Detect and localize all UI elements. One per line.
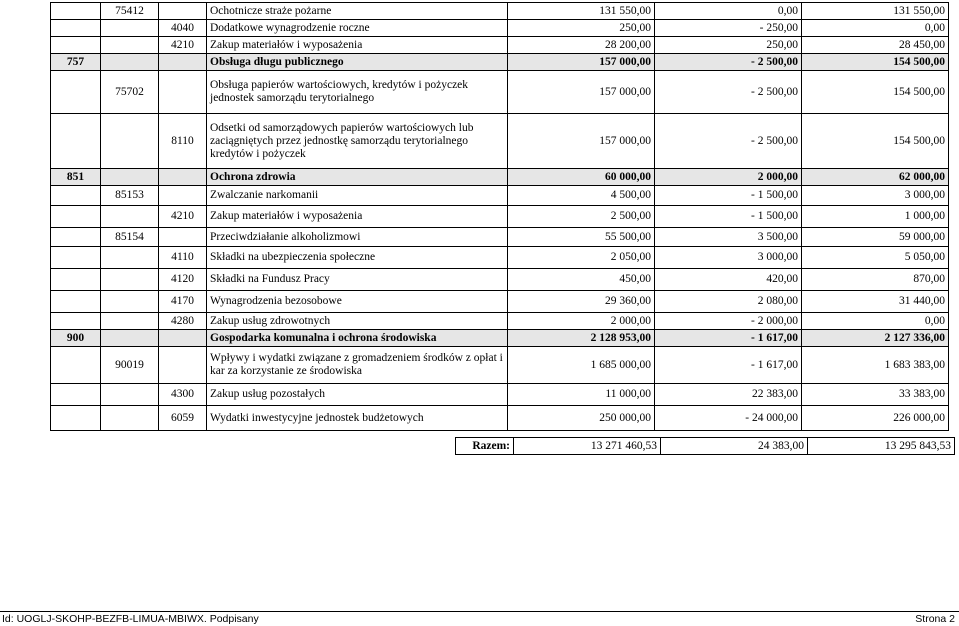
table-row <box>51 228 949 247</box>
plan-value: 4 500,00 <box>508 186 655 206</box>
plan-value: 2 050,00 <box>508 247 655 269</box>
chapter-code <box>101 291 159 313</box>
table-row <box>51 247 949 269</box>
table-row <box>51 347 949 384</box>
change-value: 0,00 <box>655 3 802 20</box>
chapter-code: 90019 <box>101 347 159 384</box>
paragraph-code <box>159 3 207 20</box>
section-code <box>51 269 101 291</box>
change-value: 250,00 <box>655 37 802 54</box>
section-code <box>51 20 101 37</box>
item-name: Zakup usług zdrowotnych <box>207 313 508 330</box>
change-value: 3 500,00 <box>655 228 802 247</box>
paragraph-code <box>159 54 207 71</box>
change-value: - 24 000,00 <box>655 406 802 431</box>
paragraph-code: 4120 <box>159 269 207 291</box>
change-value: 2 080,00 <box>655 291 802 313</box>
plan-value: 11 000,00 <box>508 384 655 406</box>
chapter-code <box>101 206 159 228</box>
chapter-code <box>101 330 159 347</box>
table-row <box>51 384 949 406</box>
item-name: Zakup materiałów i wyposażenia <box>207 37 508 54</box>
change-value: - 1 500,00 <box>655 206 802 228</box>
item-name: Przeciwdziałanie alkoholizmowi <box>207 228 508 247</box>
after-change-value: 28 450,00 <box>802 37 949 54</box>
section-code: 757 <box>51 54 101 71</box>
section-code <box>51 406 101 431</box>
change-value: - 1 500,00 <box>655 186 802 206</box>
change-value: - 1 617,00 <box>655 347 802 384</box>
item-name: Składki na Fundusz Pracy <box>207 269 508 291</box>
item-name: Zakup usług pozostałych <box>207 384 508 406</box>
after-change-value: 154 500,00 <box>802 54 949 71</box>
plan-value: 131 550,00 <box>508 3 655 20</box>
item-name: Wynagrodzenia bezosobowe <box>207 291 508 313</box>
chapter-code: 85153 <box>101 186 159 206</box>
chapter-code <box>101 114 159 169</box>
change-value: - 2 000,00 <box>655 313 802 330</box>
paragraph-code: 4210 <box>159 37 207 54</box>
section-code <box>51 206 101 228</box>
chapter-code <box>101 20 159 37</box>
after-change-value: 154 500,00 <box>802 114 949 169</box>
after-change-value: 31 440,00 <box>802 291 949 313</box>
paragraph-code: 8110 <box>159 114 207 169</box>
item-name: Ochrona zdrowia <box>207 169 508 186</box>
section-code <box>51 247 101 269</box>
plan-value: 1 685 000,00 <box>508 347 655 384</box>
after-change-value: 3 000,00 <box>802 186 949 206</box>
section-row <box>51 54 949 71</box>
section-code <box>51 384 101 406</box>
plan-value: 2 500,00 <box>508 206 655 228</box>
section-code: 851 <box>51 169 101 186</box>
item-name: Gospodarka komunalna i ochrona środowiska <box>207 330 508 347</box>
plan-value: 450,00 <box>508 269 655 291</box>
chapter-code <box>101 269 159 291</box>
table-row <box>51 291 949 313</box>
chapter-code <box>101 37 159 54</box>
paragraph-code: 4110 <box>159 247 207 269</box>
plan-value: 157 000,00 <box>508 114 655 169</box>
total-change: 24 383,00 <box>661 438 808 455</box>
table-row <box>51 37 949 54</box>
after-change-value: 0,00 <box>802 313 949 330</box>
after-change-value: 0,00 <box>802 20 949 37</box>
paragraph-code: 4300 <box>159 384 207 406</box>
paragraph-code: 4280 <box>159 313 207 330</box>
change-value: 22 383,00 <box>655 384 802 406</box>
chapter-code <box>101 54 159 71</box>
plan-value: 55 500,00 <box>508 228 655 247</box>
section-code: 900 <box>51 330 101 347</box>
section-code <box>51 71 101 114</box>
item-name: Wydatki inwestycyjne jednostek budżetowych <box>207 406 508 431</box>
total-label: Razem: <box>456 438 514 455</box>
chapter-code <box>101 406 159 431</box>
section-row <box>51 330 949 347</box>
plan-value: 250 000,00 <box>508 406 655 431</box>
after-change-value: 1 000,00 <box>802 206 949 228</box>
item-name: Obsługa papierów wartościowych, kredytów i pożyczek jednostek samorządu terytorialnego <box>207 71 508 114</box>
table-row <box>51 406 949 431</box>
paragraph-code <box>159 169 207 186</box>
item-name: Ochotnicze straże pożarne <box>207 3 508 20</box>
change-value: - 250,00 <box>655 20 802 37</box>
item-name: Zakup materiałów i wyposażenia <box>207 206 508 228</box>
change-value: - 2 500,00 <box>655 54 802 71</box>
table-row <box>51 3 949 20</box>
after-change-value: 33 383,00 <box>802 384 949 406</box>
paragraph-code <box>159 330 207 347</box>
item-name: Obsługa długu publicznego <box>207 54 508 71</box>
after-change-value: 59 000,00 <box>802 228 949 247</box>
chapter-code <box>101 313 159 330</box>
table-row <box>51 20 949 37</box>
after-change-value: 154 500,00 <box>802 71 949 114</box>
item-name: Zwalczanie narkomanii <box>207 186 508 206</box>
item-name: Odsetki od samorządowych papierów wartościowych lub zaciągniętych przez jednostkę samorządu terytorialnego kredytów i pożyczek <box>207 114 508 169</box>
budget-table-body <box>51 3 949 431</box>
total-table <box>455 437 955 455</box>
section-code <box>51 228 101 247</box>
chapter-code <box>101 169 159 186</box>
budget-table <box>50 2 949 431</box>
item-name: Składki na ubezpieczenia społeczne <box>207 247 508 269</box>
section-code <box>51 3 101 20</box>
table-row <box>51 186 949 206</box>
section-code <box>51 291 101 313</box>
chapter-code: 75412 <box>101 3 159 20</box>
table-row <box>51 114 949 169</box>
page-footer <box>0 611 959 626</box>
plan-value: 157 000,00 <box>508 71 655 114</box>
after-change-value: 2 127 336,00 <box>802 330 949 347</box>
paragraph-code: 4210 <box>159 206 207 228</box>
plan-value: 29 360,00 <box>508 291 655 313</box>
after-change-value: 131 550,00 <box>802 3 949 20</box>
item-name: Dodatkowe wynagrodzenie roczne <box>207 20 508 37</box>
table-row <box>51 269 949 291</box>
change-value: 420,00 <box>655 269 802 291</box>
change-value: - 1 617,00 <box>655 330 802 347</box>
paragraph-code <box>159 228 207 247</box>
paragraph-code: 6059 <box>159 406 207 431</box>
after-change-value: 1 683 383,00 <box>802 347 949 384</box>
plan-value: 2 128 953,00 <box>508 330 655 347</box>
change-value: 2 000,00 <box>655 169 802 186</box>
after-change-value: 870,00 <box>802 269 949 291</box>
after-change-value: 62 000,00 <box>802 169 949 186</box>
table-row <box>51 71 949 114</box>
document-id: Id: UOGLJ-SKOHP-BEZFB-LIMUA-MBIWX. Podpisany <box>2 613 259 625</box>
total-after-change: 13 295 843,53 <box>808 438 955 455</box>
change-value: 3 000,00 <box>655 247 802 269</box>
chapter-code: 85154 <box>101 228 159 247</box>
after-change-value: 226 000,00 <box>802 406 949 431</box>
total-plan: 13 271 460,53 <box>514 438 661 455</box>
paragraph-code <box>159 186 207 206</box>
paragraph-code: 4170 <box>159 291 207 313</box>
section-code <box>51 313 101 330</box>
plan-value: 60 000,00 <box>508 169 655 186</box>
page-number: Strona 2 <box>915 613 955 625</box>
paragraph-code: 4040 <box>159 20 207 37</box>
section-code <box>51 347 101 384</box>
paragraph-code <box>159 71 207 114</box>
section-code <box>51 186 101 206</box>
plan-value: 2 000,00 <box>508 313 655 330</box>
change-value: - 2 500,00 <box>655 114 802 169</box>
section-row <box>51 169 949 186</box>
section-code <box>51 37 101 54</box>
chapter-code <box>101 247 159 269</box>
table-row <box>51 313 949 330</box>
paragraph-code <box>159 347 207 384</box>
change-value: - 2 500,00 <box>655 71 802 114</box>
table-row <box>51 206 949 228</box>
plan-value: 28 200,00 <box>508 37 655 54</box>
chapter-code <box>101 384 159 406</box>
plan-value: 250,00 <box>508 20 655 37</box>
plan-value: 157 000,00 <box>508 54 655 71</box>
section-code <box>51 114 101 169</box>
total-row <box>456 438 955 455</box>
after-change-value: 5 050,00 <box>802 247 949 269</box>
item-name: Wpływy i wydatki związane z gromadzeniem środków z opłat i kar za korzystanie ze środowiska <box>207 347 508 384</box>
chapter-code: 75702 <box>101 71 159 114</box>
